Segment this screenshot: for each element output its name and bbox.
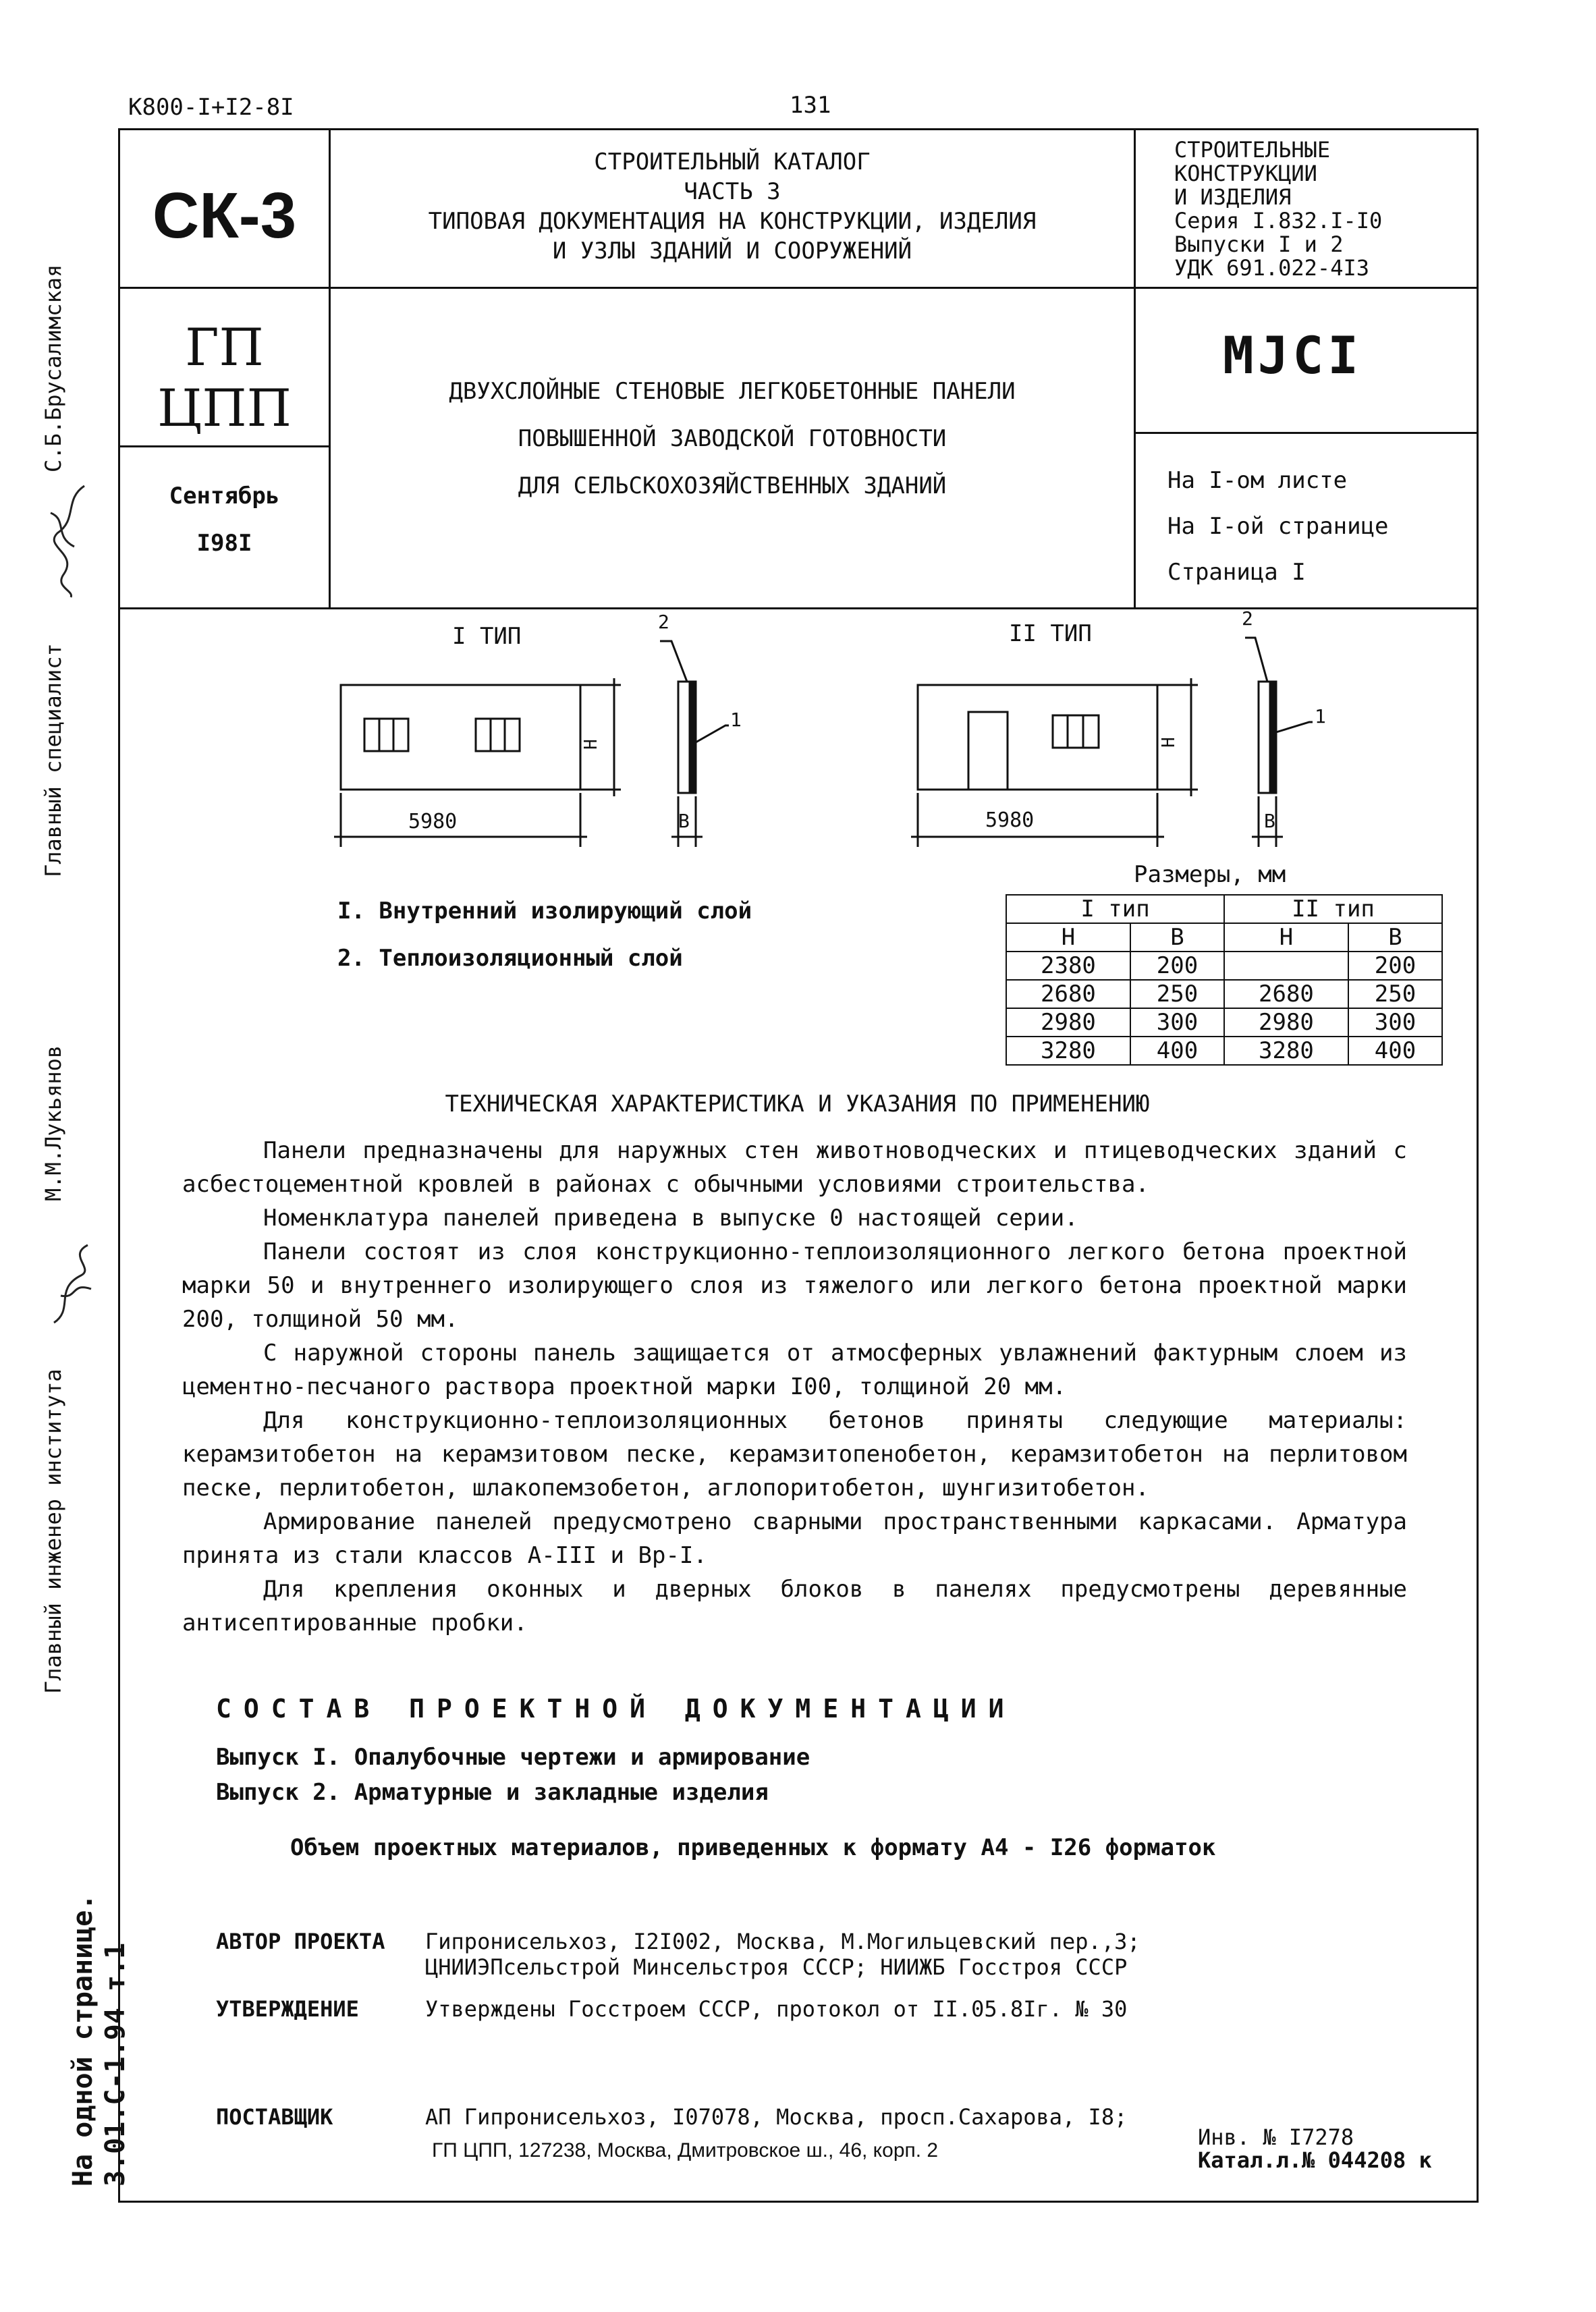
table-cell: 2980 <box>1006 1008 1130 1037</box>
type2-width-dim: 5980 <box>985 808 1035 832</box>
table-cell <box>1224 952 1348 980</box>
table-cell: 300 <box>1348 1008 1442 1037</box>
tech-text <box>182 1134 1407 1640</box>
composition-heading: СОСТАВ ПРОЕКТНОЙ ДОКУМЕНТАЦИИ <box>216 1694 1016 1724</box>
publisher-logo <box>120 317 329 439</box>
series-line: УДК 691.022-4I3 <box>1174 255 1369 281</box>
callout-1-type1: 1 <box>730 709 742 731</box>
signer-middle: М.М.Лукьянов <box>40 1045 66 1201</box>
table-row <box>1006 1037 1442 1065</box>
type1-thickness-dim: В <box>678 810 690 832</box>
table-cell: 200 <box>1130 952 1224 980</box>
table-row <box>1006 952 1442 980</box>
table-row <box>1006 1008 1442 1037</box>
legend-item: 2. Теплоизоляционный слой <box>337 945 683 972</box>
catalog-header <box>331 147 1134 266</box>
legend <box>337 887 752 982</box>
catalog-logo: СК-3 <box>152 180 297 252</box>
table-cell: 250 <box>1348 980 1442 1008</box>
callout-2-type2: 2 <box>1242 607 1253 630</box>
catalog-card-number: Катал.л.№ 044208 к <box>1198 2147 1432 2173</box>
sheet-line: На I-ой странице <box>1167 513 1389 540</box>
catalog-card-info <box>1198 2126 1432 2172</box>
title-line: ПОВЫШЕННОЙ ЗАВОДСКОЙ ГОТОВНОСТИ <box>518 425 947 452</box>
catalog-line: СТРОИТЕЛЬНЫЙ КАТАЛОГ <box>594 148 871 175</box>
table-cell: 3280 <box>1006 1037 1130 1065</box>
table-cell: 3280 <box>1224 1037 1348 1065</box>
title-line: ДВУХСЛОЙНЫЕ СТЕНОВЫЕ ЛЕГКОБЕТОННЫЕ ПАНЕЛИ <box>449 378 1016 405</box>
author-line: ЦНИИЭПсельстрой Минсельстроя СССР; НИИЖБ Госстроя СССР <box>425 1954 1128 1980</box>
tech-paragraph: Панели состоят из слоя конструкционно-теплоизоляционного легкого бетона проектной марки 50 и внутреннего изолирующего слоя из тяжелого или легкого бетона проектной марки 200, толщиной 50 мм. <box>182 1238 1407 1333</box>
supplier-label: ПОСТАВЩИК <box>216 2104 333 2130</box>
table-cell: 2380 <box>1006 952 1130 980</box>
callout-1-type2: 1 <box>1315 705 1326 727</box>
date-month: Сентябрь <box>169 483 280 510</box>
table-cell: 250 <box>1130 980 1224 1008</box>
type2-height-dim: Н <box>1158 737 1179 748</box>
table-subheader: Н <box>1006 923 1130 952</box>
composition-item: Выпуск I. Опалубочные чертежи и армирование <box>216 1744 810 1771</box>
series-line: КОНСТРУКЦИИ <box>1174 161 1317 186</box>
series-line: СТРОИТЕЛЬНЫЕ <box>1174 137 1331 163</box>
margin-note-1: На одной странице. <box>67 1894 99 2186</box>
tech-heading: ТЕХНИЧЕСКАЯ ХАРАКТЕРИСТИКА И УКАЗАНИЯ ПО ПРИМЕНЕНИЮ <box>445 1091 1150 1118</box>
approval-text: Утверждены Госстроем СССР, протокол от II.05.8Iг. № 30 <box>425 1996 1128 2022</box>
date-year: I98I <box>196 530 252 557</box>
table-subheader: Н <box>1224 923 1348 952</box>
sheet-line: На I-ом листе <box>1167 467 1348 494</box>
signer-top: С.Б.Брусалимская <box>40 264 66 472</box>
table-cell: 2680 <box>1006 980 1130 1008</box>
catalog-line: И УЗЛЫ ЗДАНИЙ И СООРУЖЕНИЙ <box>552 238 912 265</box>
title-bottom-line <box>118 607 1477 609</box>
title-line: ДЛЯ СЕЛЬСКОХОЗЯЙСТВЕННЫХ ЗДАНИЙ <box>518 472 947 499</box>
tech-paragraph: Армирование панелей предусмотрено сварными пространственными каркасами. Арматура принята из стали классов А-III и Вр-I. <box>182 1508 1407 1569</box>
tech-paragraph: Номенклатура панелей приведена в выпуске 0 настоящей серии. <box>263 1205 1078 1232</box>
composition-item: Выпуск 2. Арматурные и закладные изделия <box>216 1779 769 1806</box>
role-middle: Главный инженер института <box>40 1369 66 1694</box>
org-line <box>118 445 329 447</box>
series-line: И ИЗДЕЛИЯ <box>1174 184 1292 210</box>
series-line: Выпуски I и 2 <box>1174 231 1344 257</box>
type2-thickness-dim: В <box>1264 810 1275 832</box>
author-line: Гипронисельхоз, I2I002, Москва, М.Могильцевский пер.,3; <box>425 1929 1140 1954</box>
tech-paragraph: Панели предназначены для наружных стен животноводческих и птицеводческих зданий с асбестоцементной кровлей в районах с обычными условиями строительства. <box>182 1137 1407 1198</box>
table-subheader: В <box>1130 923 1224 952</box>
table-row <box>1006 923 1442 952</box>
table-header: I тип <box>1006 895 1224 923</box>
product-mark: МЈСI <box>1223 325 1363 385</box>
document-title <box>331 368 1134 510</box>
table-row <box>1006 980 1442 1008</box>
author-label: АВТОР ПРОЕКТА <box>216 1929 385 1954</box>
tech-paragraph: Для крепления оконных и дверных блоков в панелях предусмотрены деревянные антисептированные пробки. <box>182 1576 1407 1636</box>
margin-note-2: 3.01.С-1.94 т.1 <box>100 1942 131 2186</box>
type1-height-dim: Н <box>580 739 601 750</box>
table-cell: 400 <box>1130 1037 1224 1065</box>
tech-paragraph: Для конструкционно-теплоизоляционных бетонов приняты следующие материалы: керамзитобетон на керамзитовом песке, керамзитопенобетон, керамзитобетон на перлитовом песке, перлитобетон, шлакопемзобетон, аглопоритобетон, шунгизитобетон. <box>182 1407 1407 1502</box>
supplier-line-2: ГП ЦПП, 127238, Москва, Дмитровское ш., 46, корп. 2 <box>432 2139 939 2162</box>
catalog-line: ТИПОВАЯ ДОКУМЕНТАЦИЯ НА КОНСТРУКЦИИ, ИЗДЕЛИЯ <box>428 208 1037 235</box>
series-info <box>1174 138 1382 280</box>
table-subheader: В <box>1348 923 1442 952</box>
page-number: 131 <box>790 92 831 119</box>
mark-line <box>1134 432 1477 434</box>
title-divider-right <box>1134 128 1136 607</box>
publisher-line: ЦПП <box>157 378 292 438</box>
table-cell: 400 <box>1348 1037 1442 1065</box>
table-cell: 300 <box>1130 1008 1224 1037</box>
issue-date <box>120 472 329 567</box>
tech-paragraph: С наружной стороны панель защищается от атмосферных увлажнений фактурным слоем из цементно-песчаного раствора проектной марки I00, толщиной 20 мм. <box>182 1340 1407 1400</box>
sheet-info <box>1167 458 1389 595</box>
table-header: II тип <box>1224 895 1442 923</box>
table-cell: 200 <box>1348 952 1442 980</box>
composition-list <box>216 1740 810 1810</box>
table-cell: 2680 <box>1224 980 1348 1008</box>
role-top: Главный специалист <box>40 643 66 877</box>
series-line: Серия I.832.I-I0 <box>1174 208 1383 233</box>
type1-label: I ТИП <box>452 623 522 650</box>
supplier-line-1: АП Гипронисельхоз, I07078, Москва, просп.Сахарова, I8; <box>425 2104 1128 2130</box>
inventory-number: Инв. № I7278 <box>1198 2124 1354 2150</box>
title-row-line <box>118 287 1477 289</box>
sheet-line: Страница I <box>1167 559 1306 586</box>
publisher-line: ГП <box>185 317 264 377</box>
sizes-caption: Размеры, мм <box>1134 861 1286 888</box>
volume-note: Объем проектных материалов, приведенных к формату А4 - I26 форматок <box>290 1834 1216 1861</box>
table-cell: 2980 <box>1224 1008 1348 1037</box>
type2-label: II ТИП <box>1009 620 1092 647</box>
catalog-line: ЧАСТЬ 3 <box>684 178 781 205</box>
approval-label: УТВЕРЖДЕНИЕ <box>216 1996 359 2022</box>
legend-item: I. Внутренний изолирующий слой <box>337 898 752 925</box>
document-code: К800-I+I2-8I <box>128 94 294 121</box>
author-info <box>425 1929 1140 1980</box>
signature-middle <box>40 1235 101 1336</box>
signature-top <box>37 472 98 601</box>
sizes-table <box>1006 894 1443 1066</box>
type1-width-dim: 5980 <box>408 810 458 833</box>
callout-2-type1: 2 <box>658 611 669 633</box>
table-row <box>1006 895 1442 923</box>
